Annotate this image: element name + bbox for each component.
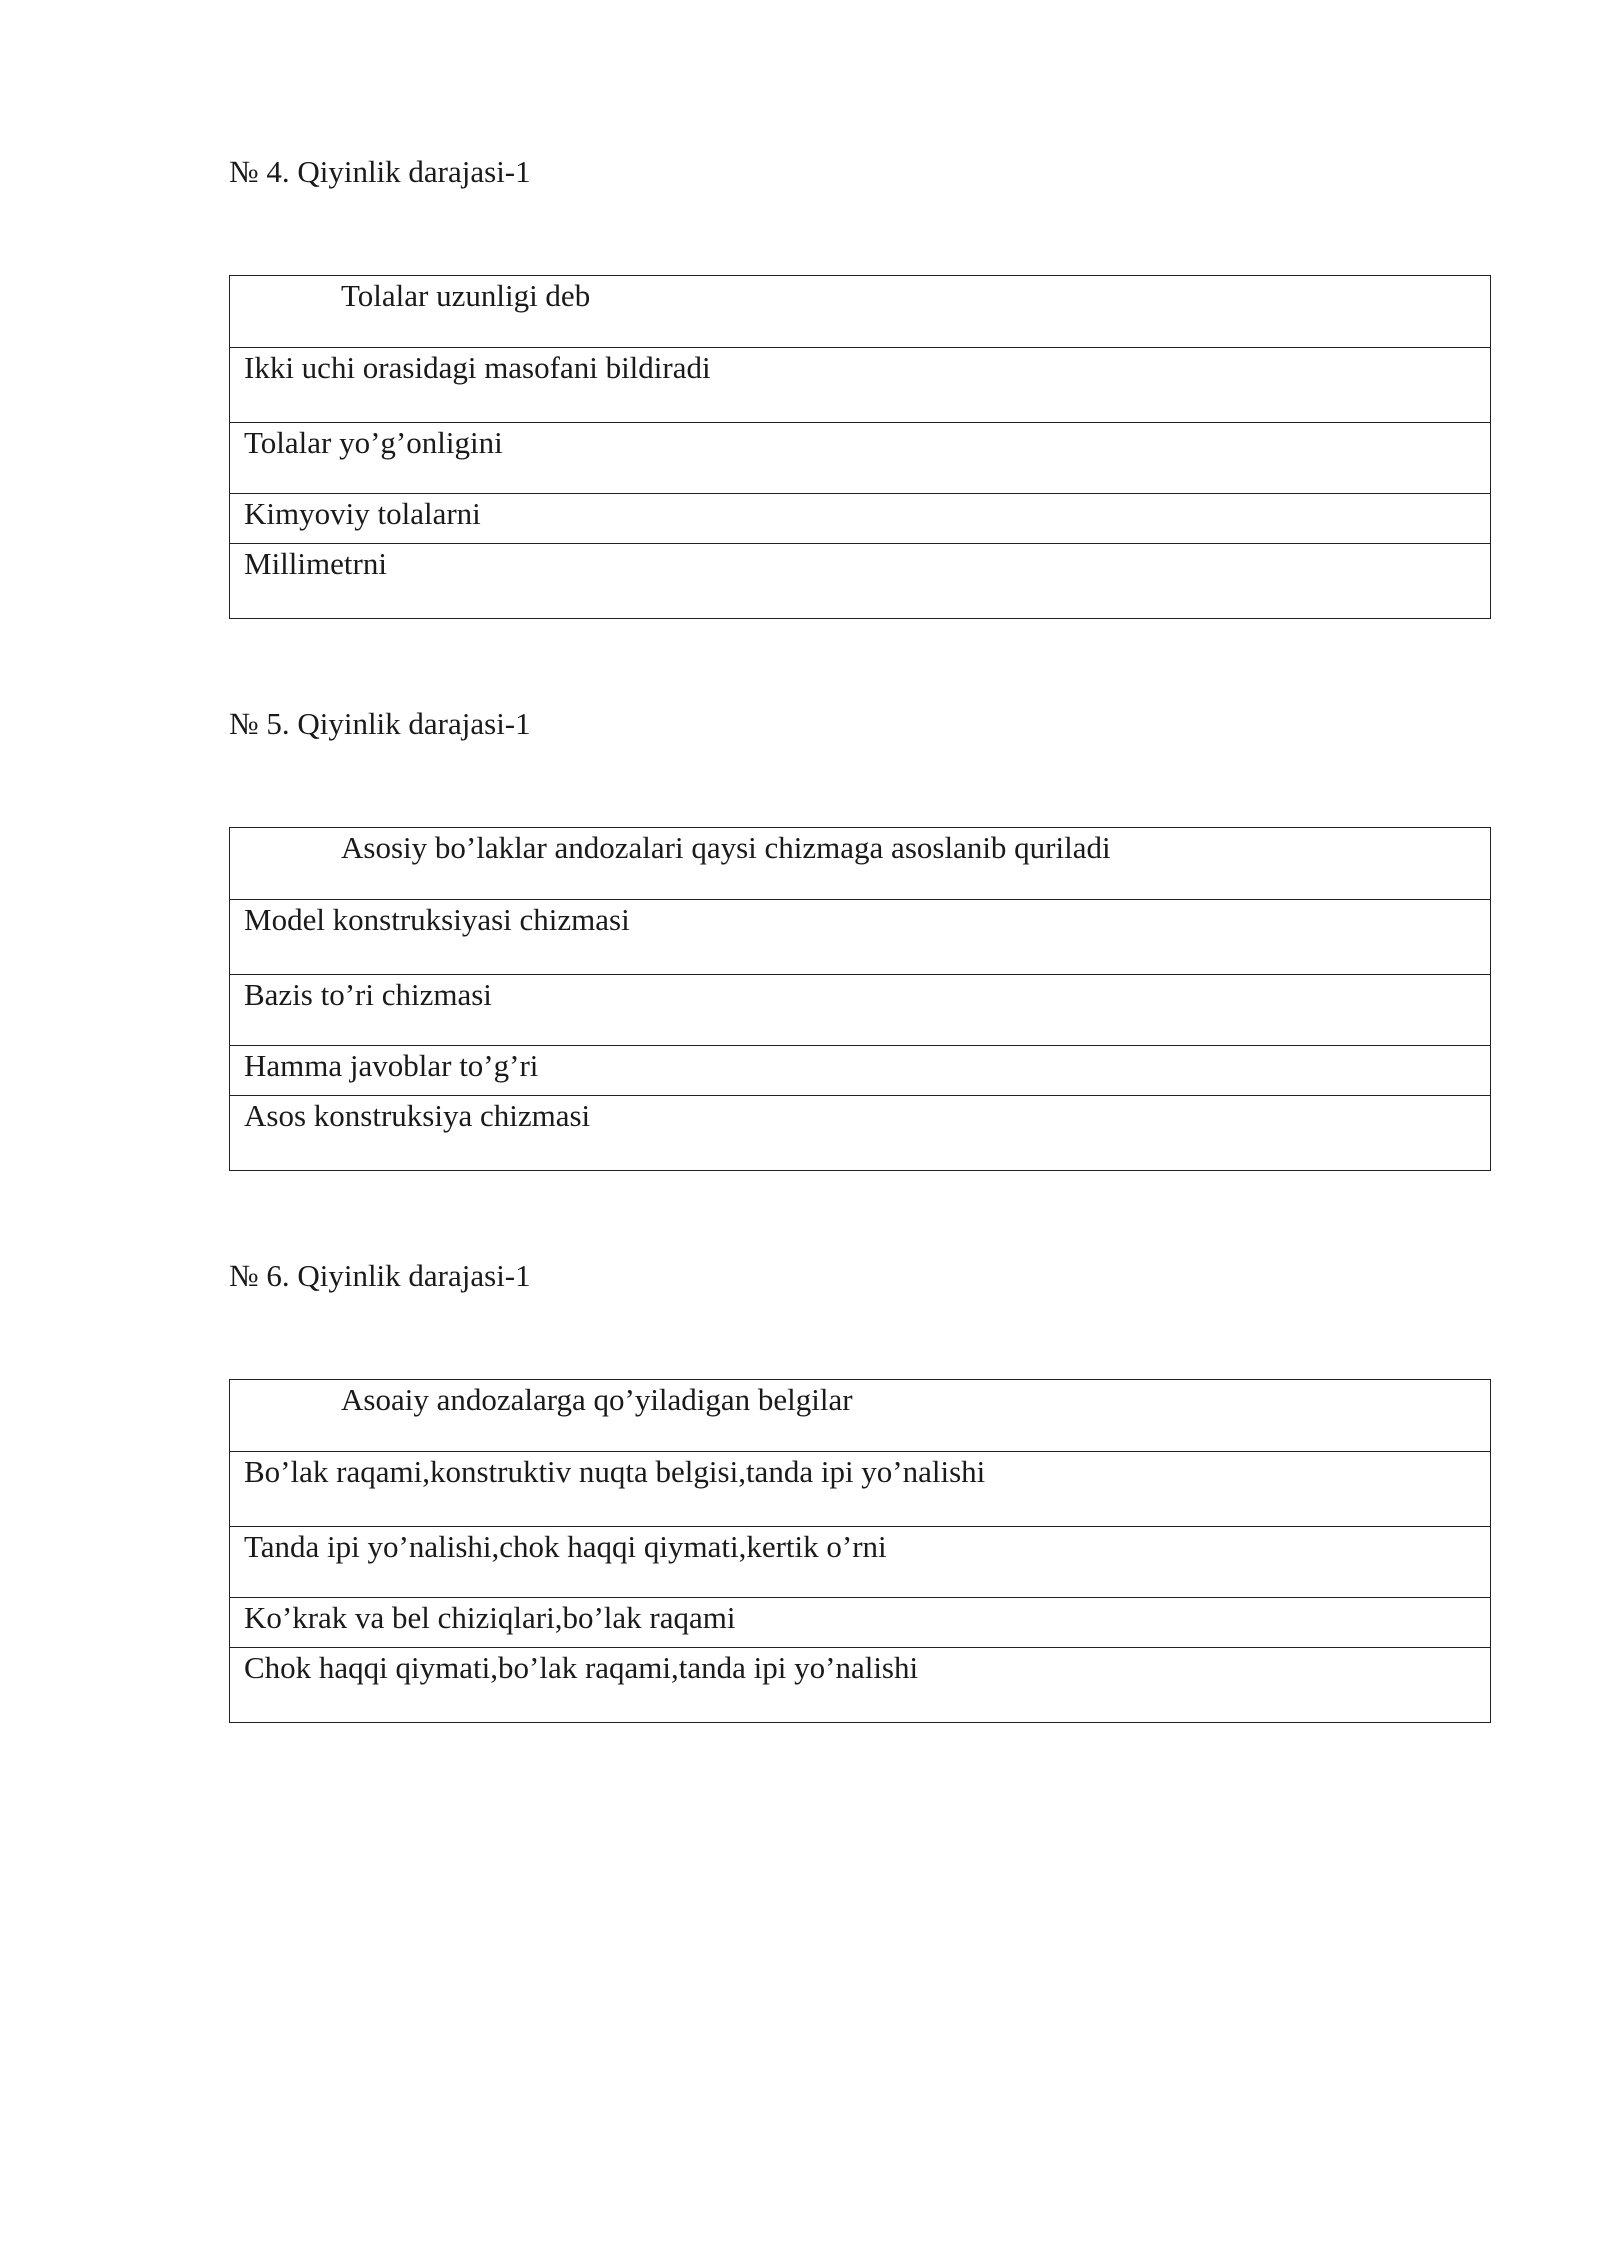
question-5: [229, 706, 1491, 1133]
answer-option: [230, 1095, 1490, 1170]
answer-option-text: Hamma javoblar to’g’ri: [244, 1048, 539, 1083]
answer-option: [230, 422, 1490, 493]
answer-option-text: Kimyoviy tolalarni: [244, 496, 481, 531]
answer-option: [230, 1597, 1490, 1647]
answer-option: [230, 1647, 1490, 1722]
answer-option: [230, 899, 1490, 974]
answer-option: [230, 1451, 1490, 1526]
answer-option: [230, 493, 1490, 543]
question-stem: [230, 828, 1490, 899]
question-stem-text: Tolalar uzunligi deb: [341, 278, 591, 313]
answer-option: [230, 1526, 1490, 1597]
question-stem-text: Asosiy bo’laklar andozalari qaysi chizmaga asoslanib quriladi: [341, 830, 1111, 865]
question-4: [229, 154, 1491, 581]
answer-option-text: Model konstruksiyasi chizmasi: [244, 902, 630, 937]
answer-option-text: Chok haqqi qiymati,bo’lak raqami,tanda ipi yo’nalishi: [244, 1650, 919, 1685]
question-heading: № 5. Qiyinlik darajasi-1: [229, 706, 531, 741]
answer-option: [230, 347, 1490, 422]
answer-option-text: Ko’krak va bel chiziqlari,bo’lak raqami: [244, 1600, 736, 1635]
question-table: [229, 1379, 1491, 1723]
question-heading: № 4. Qiyinlik darajasi-1: [229, 154, 531, 189]
question-heading: № 6. Qiyinlik darajasi-1: [229, 1258, 531, 1293]
answer-option-text: Millimetrni: [244, 546, 387, 581]
answer-option-text: Bazis to’ri chizmasi: [244, 977, 492, 1012]
answer-option-text: Asos konstruksiya chizmasi: [244, 1098, 591, 1133]
answer-option-text: Ikki uchi orasidagi masofani bildiradi: [244, 350, 711, 385]
answer-option: [230, 1045, 1490, 1095]
question-6: [229, 1258, 1491, 1685]
question-table: [229, 275, 1491, 619]
question-stem: [230, 276, 1490, 347]
question-table: [229, 827, 1491, 1171]
answer-option: [230, 974, 1490, 1045]
question-stem: [230, 1380, 1490, 1451]
question-stem-text: Asoaiy andozalarga qo’yiladigan belgilar: [341, 1382, 853, 1417]
answer-option: [230, 543, 1490, 618]
answer-option-text: Tanda ipi yo’nalishi,chok haqqi qiymati,kertik o’rni: [244, 1529, 887, 1564]
answer-option-text: Tolalar yo’g’onligini: [244, 425, 503, 460]
answer-option-text: Bo’lak raqami,konstruktiv nuqta belgisi,tanda ipi yo’nalishi: [244, 1454, 986, 1489]
